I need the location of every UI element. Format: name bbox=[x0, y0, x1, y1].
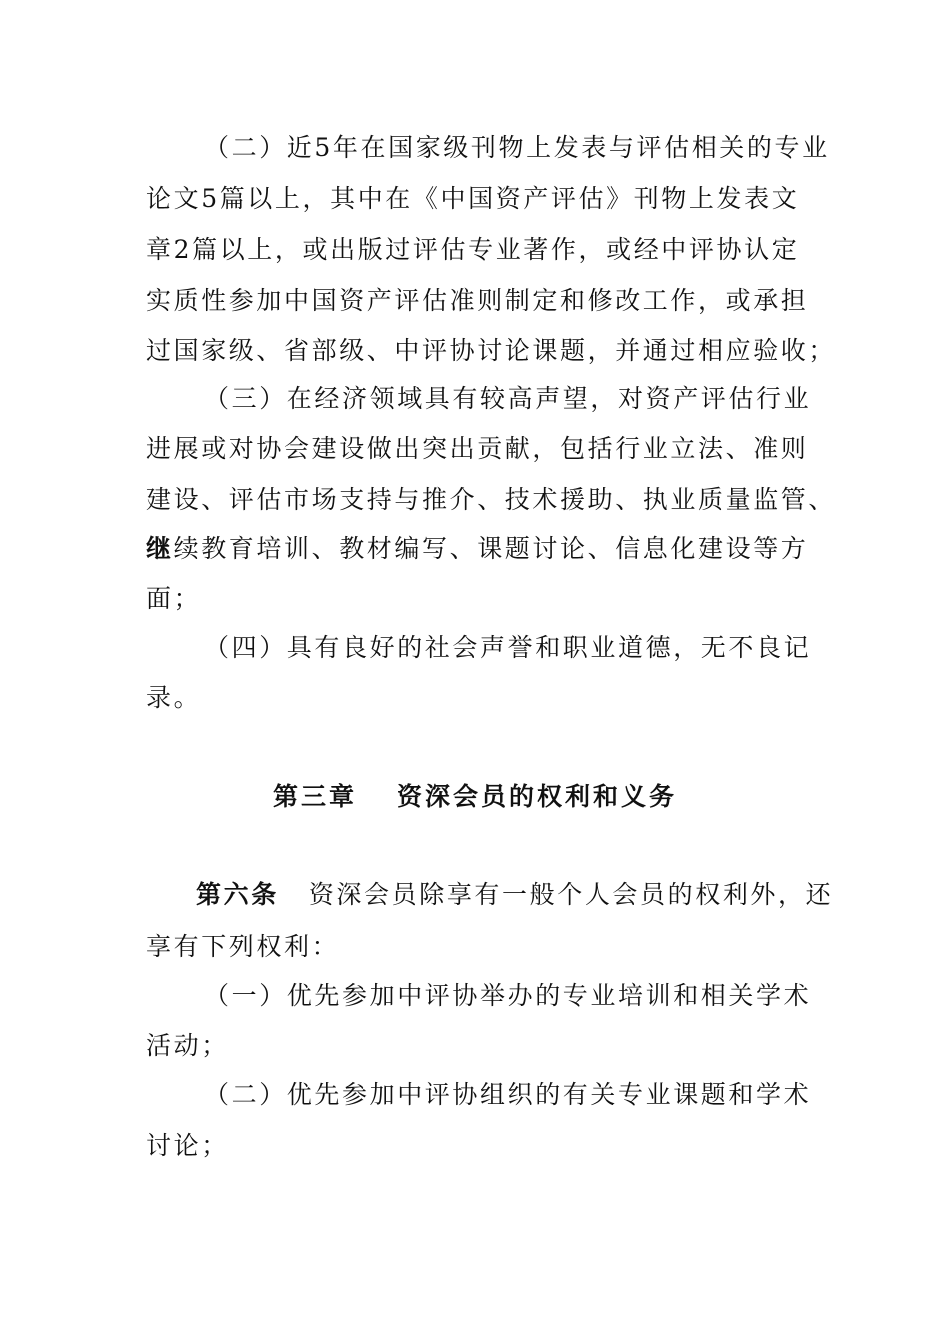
article-6-line-2: 享有下列权利： bbox=[146, 932, 340, 961]
article-6-item-1-line-1: （一）优先参加中评协举办的专业培训和相关学术 bbox=[204, 981, 812, 1010]
article-6-item-2-line-1: （二）优先参加中评协组织的有关专业课题和学术 bbox=[204, 1080, 812, 1109]
paragraph-4-line-1: （四）具有良好的社会声誉和职业道德，无不良记 bbox=[204, 633, 812, 662]
article-6-item-2-line-2: 讨论； bbox=[146, 1131, 229, 1160]
paragraph-3-line-1: （三）在经济领域具有较高声望，对资产评估行业 bbox=[204, 384, 812, 413]
paragraph-2-line-4: 实质性参加中国资产评估准则制定和修改工作，或承担 bbox=[146, 286, 809, 315]
paragraph-3-line-2: 进展或对协会建设做出突出贡献，包括行业立法、准则 bbox=[146, 434, 809, 463]
paragraph-2-line-1: （二）近5年在国家级刊物上发表与评估相关的专业 bbox=[204, 133, 830, 162]
paragraph-3-line-4 bbox=[146, 534, 808, 564]
chapter-heading bbox=[0, 782, 950, 812]
paragraph-4-line-2: 录。 bbox=[146, 683, 202, 712]
bold-character: 继 bbox=[146, 534, 174, 563]
article-label: 第六条 bbox=[196, 880, 279, 909]
chapter-number: 第三章 bbox=[272, 782, 357, 811]
paragraph-3-line-4-text: 续教育培训、教材编写、课题讨论、信息化建设等方 bbox=[173, 534, 809, 563]
paragraph-2-line-2: 论文5篇以上，其中在《中国资产评估》刊物上发表文 bbox=[146, 184, 800, 213]
article-6-text: 资深会员除享有一般个人会员的权利外，还 bbox=[308, 880, 834, 909]
article-6-item-1-line-2: 活动； bbox=[146, 1031, 229, 1060]
paragraph-3-line-3: 建设、评估市场支持与推介、技术援助、执业质量监管、 bbox=[146, 485, 837, 514]
paragraph-2-line-5: 过国家级、省部级、中评协讨论课题，并通过相应验收； bbox=[146, 336, 837, 365]
article-6-line-1 bbox=[196, 880, 833, 910]
paragraph-2-line-3: 章2篇以上，或出版过评估专业著作，或经中评协认定 bbox=[146, 235, 800, 264]
paragraph-3-line-5: 面； bbox=[146, 584, 202, 613]
chapter-title: 资深会员的权利和义务 bbox=[397, 782, 678, 811]
